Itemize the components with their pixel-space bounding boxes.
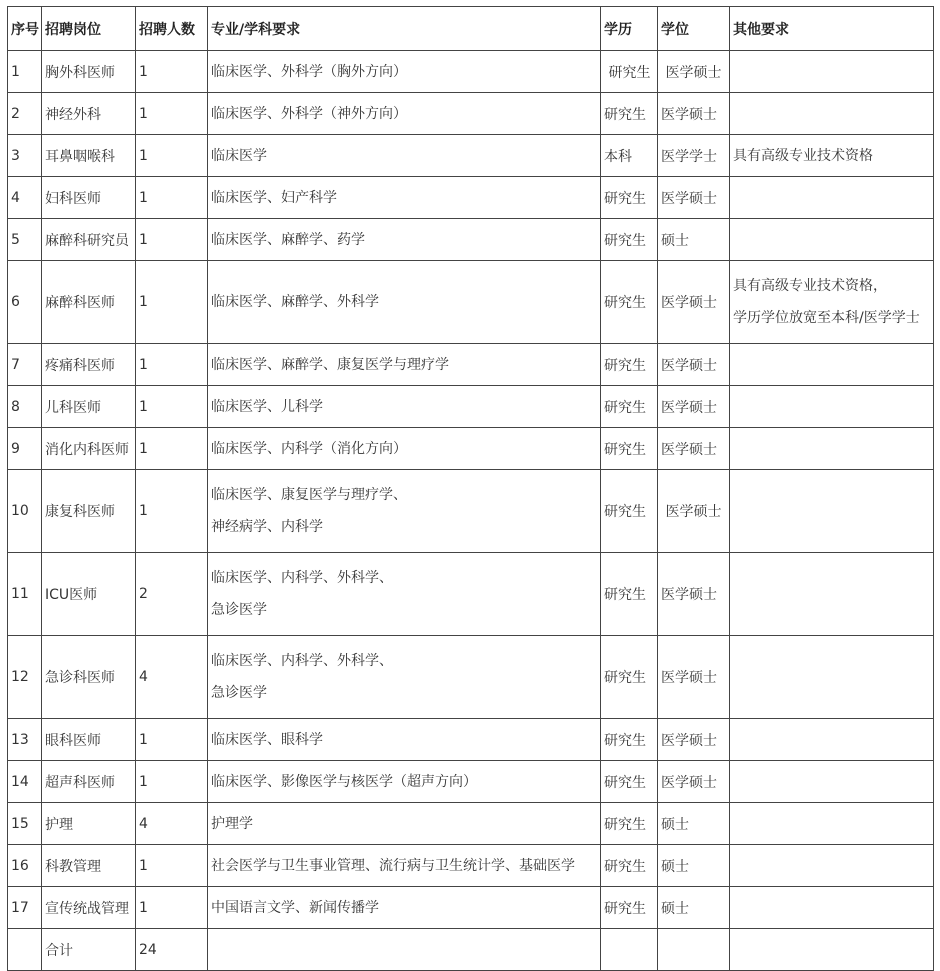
- cell-other-line: 学历学位放宽至本科/医学学士: [733, 310, 920, 326]
- table-row: [8, 261, 934, 344]
- cell-no: 8: [8, 386, 42, 428]
- cell-count: 1: [136, 344, 208, 386]
- cell-other: [730, 636, 934, 719]
- cell-position: 妇科医师: [42, 177, 136, 219]
- cell-degree: 医学硕士: [658, 93, 730, 135]
- cell-education: 研究生: [601, 93, 658, 135]
- cell-degree: 医学硕士: [658, 553, 730, 636]
- cell-major: [208, 719, 601, 761]
- cell-major-line: 急诊医学: [211, 685, 267, 701]
- table-row: [8, 344, 934, 386]
- cell-count: 2: [136, 553, 208, 636]
- cell-education: 研究生: [601, 344, 658, 386]
- cell-other: [730, 344, 934, 386]
- table-row: [8, 636, 934, 719]
- cell-no: 17: [8, 887, 42, 929]
- table-row: [8, 219, 934, 261]
- table-row: [8, 761, 934, 803]
- cell-major: [208, 845, 601, 887]
- table-row: [8, 386, 934, 428]
- cell-education: 研究生: [601, 803, 658, 845]
- cell-other: [730, 177, 934, 219]
- cell-major: [208, 887, 601, 929]
- cell-education: 本科: [601, 135, 658, 177]
- cell-no: 10: [8, 470, 42, 553]
- cell-other: [730, 887, 934, 929]
- cell-other: [730, 470, 934, 553]
- cell-other: [730, 803, 934, 845]
- cell-education: 研究生: [601, 761, 658, 803]
- cell-position: 眼科医师: [42, 719, 136, 761]
- cell-major: [208, 803, 601, 845]
- table-total-row: [8, 929, 934, 971]
- cell-education: 研究生: [601, 553, 658, 636]
- cell-major-line: 临床医学、内科学、外科学、: [211, 653, 393, 669]
- cell-education: 研究生: [601, 177, 658, 219]
- cell-major-line: 临床医学、妇产科学: [211, 189, 337, 206]
- cell-major-line: 社会医学与卫生事业管理、流行病与卫生统计学、基础医学: [211, 857, 575, 874]
- cell-count: 1: [136, 386, 208, 428]
- cell-count: 1: [136, 261, 208, 344]
- cell-position: 麻醉科医师: [42, 261, 136, 344]
- cell-other: [730, 135, 934, 177]
- cell-count: 1: [136, 428, 208, 470]
- cell-major-line: 临床医学、外科学（神外方向）: [211, 105, 407, 122]
- cell-no: 15: [8, 803, 42, 845]
- cell-position: 护理: [42, 803, 136, 845]
- cell-position: 神经外科: [42, 93, 136, 135]
- total-empty-cell: [658, 929, 730, 971]
- header-major: 专业/学科要求: [208, 7, 601, 51]
- cell-other: [730, 261, 934, 344]
- cell-major-line: 中国语言文学、新闻传播学: [211, 899, 379, 916]
- table-row: [8, 51, 934, 93]
- cell-position: 疼痛科医师: [42, 344, 136, 386]
- cell-degree: 医学硕士: [658, 261, 730, 344]
- table-row: [8, 845, 934, 887]
- cell-other-line: 具有高级专业技术资格: [733, 147, 873, 164]
- cell-major-line: 临床医学、康复医学与理疗学、: [211, 487, 407, 503]
- cell-major: [208, 428, 601, 470]
- cell-no: 9: [8, 428, 42, 470]
- cell-education: 研究生: [601, 845, 658, 887]
- table-row: [8, 177, 934, 219]
- cell-no: 11: [8, 553, 42, 636]
- cell-degree: 医学硕士: [658, 177, 730, 219]
- cell-major-line: 临床医学、内科学（消化方向）: [211, 440, 407, 457]
- cell-major-line: 临床医学、麻醉学、康复医学与理疗学: [211, 356, 449, 373]
- cell-other: [730, 719, 934, 761]
- cell-count: 1: [136, 470, 208, 553]
- cell-education: 研究生: [601, 51, 658, 93]
- cell-other: [730, 93, 934, 135]
- cell-major-line: 临床医学、内科学、外科学、: [211, 570, 393, 586]
- header-other: 其他要求: [730, 7, 934, 51]
- cell-major-line: 临床医学: [211, 147, 267, 164]
- cell-count: 1: [136, 219, 208, 261]
- table-row: [8, 470, 934, 553]
- cell-position: 麻醉科研究员: [42, 219, 136, 261]
- cell-major-line: 临床医学、麻醉学、药学: [211, 231, 365, 248]
- cell-degree: 医学硕士: [658, 51, 730, 93]
- cell-degree: 硕士: [658, 845, 730, 887]
- cell-degree: 医学学士: [658, 135, 730, 177]
- recruitment-table: [7, 6, 934, 971]
- cell-major-line: 神经病学、内科学: [211, 519, 323, 535]
- cell-other: [730, 845, 934, 887]
- cell-position: 消化内科医师: [42, 428, 136, 470]
- cell-education: 研究生: [601, 219, 658, 261]
- cell-major-line: 急诊医学: [211, 602, 267, 618]
- cell-no: 14: [8, 761, 42, 803]
- cell-no: 12: [8, 636, 42, 719]
- cell-degree: 医学硕士: [658, 761, 730, 803]
- cell-education: 研究生: [601, 636, 658, 719]
- cell-no: 5: [8, 219, 42, 261]
- cell-other-line: 具有高级专业技术资格，: [733, 278, 887, 294]
- cell-count: 1: [136, 177, 208, 219]
- cell-position: 宣传统战管理: [42, 887, 136, 929]
- header-no: 序号: [8, 7, 42, 51]
- cell-other: [730, 219, 934, 261]
- cell-major: [208, 636, 601, 719]
- cell-education: 研究生: [601, 470, 658, 553]
- cell-education: 研究生: [601, 386, 658, 428]
- cell-major: [208, 261, 601, 344]
- cell-count: 1: [136, 51, 208, 93]
- cell-major-line: 临床医学、麻醉学、外科学: [211, 294, 379, 310]
- table-body: [8, 51, 934, 929]
- table-row: [8, 428, 934, 470]
- total-empty-cell: [601, 929, 658, 971]
- cell-degree: 医学硕士: [658, 719, 730, 761]
- cell-major: [208, 51, 601, 93]
- cell-education: 研究生: [601, 428, 658, 470]
- table-row: [8, 93, 934, 135]
- cell-major: [208, 93, 601, 135]
- cell-major-line: 临床医学、外科学（胸外方向）: [211, 63, 407, 80]
- cell-major: [208, 135, 601, 177]
- cell-degree: 硕士: [658, 219, 730, 261]
- cell-other: [730, 428, 934, 470]
- cell-degree: 硕士: [658, 887, 730, 929]
- cell-no: 2: [8, 93, 42, 135]
- cell-degree: 医学硕士: [658, 470, 730, 553]
- cell-position: 科教管理: [42, 845, 136, 887]
- cell-count: 1: [136, 135, 208, 177]
- cell-count: 4: [136, 636, 208, 719]
- cell-count: 1: [136, 93, 208, 135]
- cell-position: 急诊科医师: [42, 636, 136, 719]
- cell-education: 研究生: [601, 261, 658, 344]
- header-position: 招聘岗位: [42, 7, 136, 51]
- total-count: 24: [136, 929, 208, 971]
- cell-other: [730, 761, 934, 803]
- header-degree: 学位: [658, 7, 730, 51]
- cell-other: [730, 51, 934, 93]
- header-count: 招聘人数: [136, 7, 208, 51]
- table-row: [8, 553, 934, 636]
- cell-position: 儿科医师: [42, 386, 136, 428]
- total-label: 合计: [42, 929, 136, 971]
- cell-major-line: 临床医学、眼科学: [211, 731, 323, 748]
- cell-count: 1: [136, 887, 208, 929]
- cell-major: [208, 386, 601, 428]
- cell-education: 研究生: [601, 719, 658, 761]
- cell-major: [208, 553, 601, 636]
- cell-major-line: 临床医学、儿科学: [211, 398, 323, 415]
- cell-position: 超声科医师: [42, 761, 136, 803]
- cell-degree: 医学硕士: [658, 428, 730, 470]
- cell-position: 康复科医师: [42, 470, 136, 553]
- cell-position: 胸外科医师: [42, 51, 136, 93]
- cell-degree: 医学硕士: [658, 386, 730, 428]
- cell-major: [208, 344, 601, 386]
- cell-no: 13: [8, 719, 42, 761]
- cell-no: 1: [8, 51, 42, 93]
- cell-other: [730, 386, 934, 428]
- cell-degree: 硕士: [658, 803, 730, 845]
- header-education: 学历: [601, 7, 658, 51]
- cell-position: 耳鼻咽喉科: [42, 135, 136, 177]
- cell-major: [208, 219, 601, 261]
- cell-education: 研究生: [601, 887, 658, 929]
- table-header-row: [8, 7, 934, 51]
- table-row: [8, 719, 934, 761]
- cell-no: 16: [8, 845, 42, 887]
- table-row: [8, 887, 934, 929]
- cell-major-line: 临床医学、影像医学与核医学（超声方向）: [211, 773, 477, 790]
- cell-no: 6: [8, 261, 42, 344]
- cell-count: 1: [136, 761, 208, 803]
- cell-major: [208, 761, 601, 803]
- cell-no: 7: [8, 344, 42, 386]
- cell-no: 4: [8, 177, 42, 219]
- cell-major: [208, 470, 601, 553]
- table-row: [8, 135, 934, 177]
- table-row: [8, 803, 934, 845]
- cell-count: 4: [136, 803, 208, 845]
- cell-degree: 医学硕士: [658, 344, 730, 386]
- cell-other: [730, 553, 934, 636]
- cell-no: 3: [8, 135, 42, 177]
- cell-position: ICU医师: [42, 553, 136, 636]
- total-empty-cell: [208, 929, 601, 971]
- total-empty-cell: [730, 929, 934, 971]
- cell-count: 1: [136, 845, 208, 887]
- cell-major-line: 护理学: [211, 815, 253, 832]
- cell-major: [208, 177, 601, 219]
- total-empty-cell: [8, 929, 42, 971]
- cell-count: 1: [136, 719, 208, 761]
- cell-degree: 医学硕士: [658, 636, 730, 719]
